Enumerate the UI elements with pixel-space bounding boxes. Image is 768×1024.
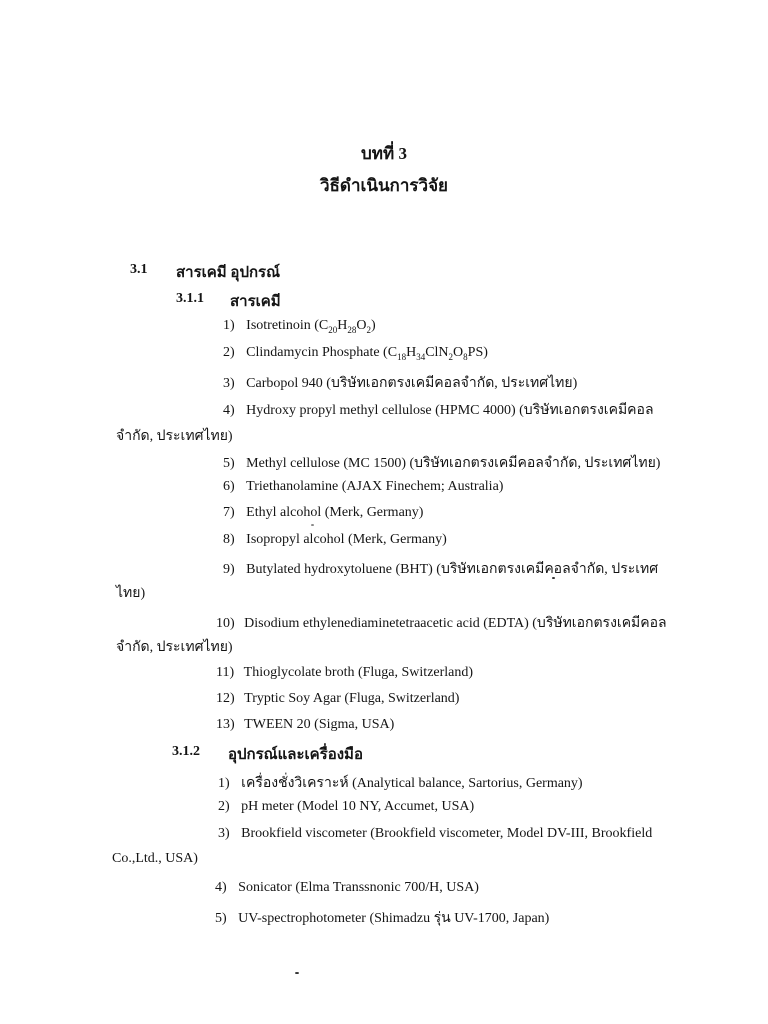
item-number: 9)	[223, 562, 235, 577]
item-number: 2)	[218, 799, 230, 814]
subsection-number-chemicals: 3.1.1	[176, 291, 204, 306]
list-item	[223, 479, 503, 495]
item-number: 3)	[223, 376, 235, 391]
item-text-continuation: Co.,Ltd., USA)	[112, 851, 198, 866]
item-text: Isotretinoin $(C_{20}H_{28}O_2)$	[246, 318, 376, 335]
list-item	[216, 691, 459, 707]
item-number: 4)	[223, 403, 235, 418]
list-item	[216, 612, 667, 634]
list-item	[223, 399, 654, 421]
list-item	[223, 532, 447, 548]
item-text: Ethyl alcohol (Merk, Germany)	[246, 505, 424, 520]
list-item	[223, 505, 423, 521]
list-item	[215, 907, 549, 929]
list-item	[215, 880, 479, 896]
list-item	[223, 558, 658, 580]
section-number: 3.1	[130, 262, 148, 277]
item-text: Brookfield viscometer (Brookfield viscometer, Model DV-III, Brookfield	[241, 826, 653, 841]
item-text: เครื่องชั่งวิเคราะห์ (Analytical balance, Sartorius, Germany)	[241, 776, 583, 791]
list-item	[223, 372, 577, 394]
item-text: Tryptic Soy Agar (Fluga, Switzerland)	[244, 691, 460, 706]
list-item	[216, 665, 473, 681]
item-number: 12)	[216, 691, 235, 706]
item-number: 7)	[223, 505, 235, 520]
list-item	[223, 345, 488, 361]
item-number: 8)	[223, 532, 235, 547]
subsection-number-equipment: 3.1.2	[172, 744, 200, 759]
chapter-number: บทที่ 3	[361, 144, 407, 163]
item-text: UV-spectrophotometer (Shimadzu รุ่น UV-1700, Japan)	[238, 911, 550, 926]
item-number: 2)	[223, 345, 235, 360]
section-title: สารเคมี อุปกรณ์	[176, 265, 281, 281]
item-text: Methyl cellulose (MC 1500) (บริษัทเอกตรงเคมีคอลจำกัด, ประเทศไทย)	[246, 456, 661, 471]
scan-speck	[552, 577, 555, 579]
item-number: 11)	[216, 665, 235, 680]
item-text: Hydroxy propyl methyl cellulose (HPMC 4000) (บริษัทเอกตรงเคมีคอล	[246, 403, 654, 418]
list-item	[218, 772, 583, 794]
subsection-title-equipment: อุปกรณ์และเครื่องมือ	[228, 747, 363, 763]
item-text: Thioglycolate broth (Fluga, Switzerland)	[243, 665, 474, 680]
item-number: 1)	[223, 318, 235, 333]
item-number: 13)	[216, 717, 235, 732]
item-text-continuation: ไทย)	[116, 586, 146, 601]
list-item	[216, 717, 394, 733]
scan-speck	[295, 972, 299, 974]
item-text: Triethanolamine (AJAX Finechem; Australia)	[246, 479, 504, 494]
item-number: 5)	[223, 456, 235, 471]
item-text: Sonicator (Elma Transsnonic 700/H, USA)	[238, 880, 479, 895]
item-number: 5)	[215, 911, 227, 926]
item-number: 4)	[215, 880, 227, 895]
item-text: Disodium ethylenediaminetetraacetic acid (EDTA) (บริษัทเอกตรงเคมีคอล	[244, 616, 667, 631]
item-text: TWEEN 20 (Sigma, USA)	[244, 717, 395, 732]
item-text: Butylated hydroxytoluene (BHT) (บริษัทเอกตรงเคมีคอลจำกัด, ประเทศ	[246, 562, 659, 577]
scan-speck	[311, 524, 314, 526]
item-number: 3)	[218, 826, 230, 841]
item-text-continuation: จำกัด, ประเทศไทย)	[116, 429, 233, 444]
list-item	[218, 826, 652, 842]
item-text: Carbopol 940 (บริษัทเอกตรงเคมีคอลจำกัด, ประเทศไทย)	[246, 376, 578, 391]
item-text: pH meter (Model 10 NY, Accumet, USA)	[241, 799, 475, 814]
item-number: 1)	[218, 776, 230, 791]
list-item	[223, 318, 376, 334]
item-text-continuation: จำกัด, ประเทศไทย)	[116, 640, 233, 655]
chapter-title: วิธีดำเนินการวิจัย	[320, 176, 448, 195]
item-text: Isopropyl alcohol (Merk, Germany)	[246, 532, 447, 547]
list-item	[223, 452, 660, 474]
list-item	[218, 799, 474, 815]
item-text: Clindamycin Phosphate $(C_{18}H_{34}ClN_2O_8PS)$	[246, 345, 488, 362]
subsection-title-chemicals: สารเคมี	[230, 294, 281, 310]
item-number: 6)	[223, 479, 235, 494]
item-number: 10)	[216, 616, 235, 631]
